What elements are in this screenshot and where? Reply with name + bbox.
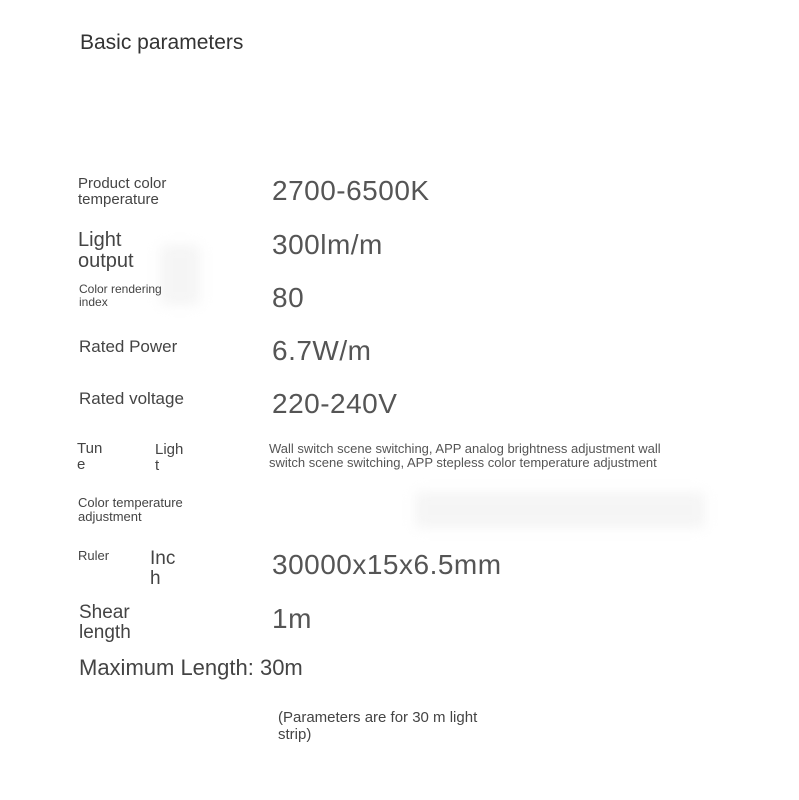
value-light-output: 300lm/m: [272, 229, 383, 260]
label-product-color-temperature: [78, 176, 166, 208]
label-line: Shear: [79, 602, 130, 623]
value-line: switch scene switching, APP stepless color temperature adjustment: [269, 455, 657, 471]
label-line: Tun: [77, 440, 103, 457]
note-line: (Parameters are for 30 m light: [278, 709, 478, 726]
label-line: output: [78, 250, 134, 272]
background-smudge: [160, 245, 200, 305]
label-line: Ligh: [155, 441, 184, 458]
label-line: Inc: [150, 548, 176, 569]
label-color-temperature-adjustment: [78, 496, 183, 523]
value-ruler-dimensions: 30000x15x6.5mm: [272, 549, 502, 580]
background-smudge: [415, 492, 705, 528]
label-line: h: [150, 567, 161, 589]
maximum-length: Maximum Length: 30m: [79, 655, 303, 680]
page-title: Basic parameters: [80, 31, 244, 54]
value-rated-power: 6.7W/m: [272, 335, 372, 366]
value-tune-light: [269, 442, 661, 471]
label-line: t: [155, 456, 160, 474]
label-light: [155, 442, 183, 474]
label-rated-voltage: Rated voltage: [79, 389, 184, 408]
parameters-note: [278, 709, 477, 744]
label-line: length: [79, 621, 131, 643]
label-shear-length: [79, 603, 131, 643]
label-line: Product color: [78, 175, 167, 192]
note-line: strip): [278, 726, 312, 744]
label-ruler: Ruler: [78, 548, 110, 563]
label-light-output: [78, 230, 134, 272]
value-product-color-temperature: 2700-6500K: [272, 175, 430, 206]
label-line: e: [77, 455, 86, 473]
value-line: Wall switch scene switching, APP analog brightness adjustment wall: [269, 441, 661, 456]
value-rated-voltage: 220-240V: [272, 388, 398, 419]
label-inch: [150, 549, 175, 589]
label-line: index: [79, 294, 108, 309]
label-line: adjustment: [78, 508, 142, 524]
label-line: temperature: [78, 190, 159, 208]
label-rated-power: Rated Power: [79, 337, 178, 356]
value-shear-length: 1m: [272, 603, 312, 634]
value-color-rendering-index: 80: [272, 282, 305, 313]
label-line: Color temperature: [78, 495, 183, 510]
label-tune: [77, 441, 102, 473]
label-color-rendering-index: [79, 283, 162, 308]
label-line: Color rendering: [79, 282, 162, 296]
label-line: Light: [78, 229, 122, 251]
